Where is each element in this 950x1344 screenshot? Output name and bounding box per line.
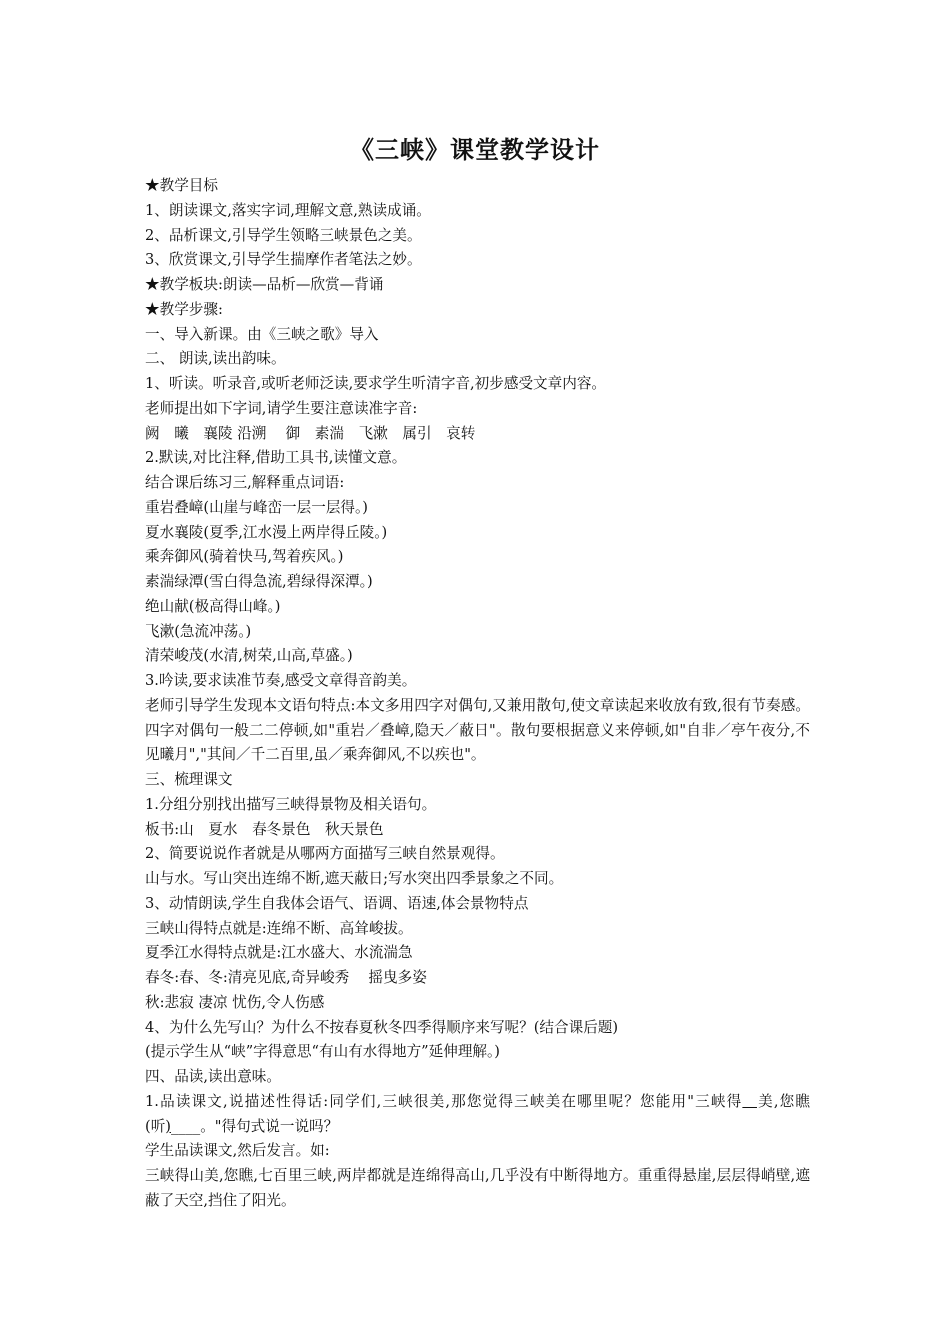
- text-line: 四、品读,读出意味。: [145, 1068, 281, 1085]
- paragraph-sentence-features: 老师引导学生发现本文语句特点:本文多用四字对偶句,又兼用散句,使文章读起来收放有致,很有节奏感。四字对偶句一般二二停顿,如"重岩／叠嶂,隐天／蔽日"。散句要根据意义来停顿,如"自非／亭午夜分,不见曦月","其间／千二百里,虽／乘奔御风,不以疾也"。: [145, 696, 810, 764]
- text-line: 三峡山得特点就是:连绵不断、高耸峻拔。: [145, 919, 413, 937]
- text-line: 1.分组分别找出描写三峡得景物及相关语句。: [145, 795, 437, 813]
- prompt-part-a: 1.品读课文,说描述性得话:同学们,三峡很美,那您觉得三峡美在哪里呢？您能用"三峡得: [145, 1092, 743, 1110]
- document-body: [145, 174, 810, 1214]
- prompt-part-c: ): [165, 1117, 171, 1135]
- text-line: 结合课后练习三,解释重点词语:: [145, 474, 345, 491]
- text-line: 3、动情朗读,学生自我体会语气、语调、语速,体会景物特点: [145, 894, 529, 912]
- text-line: ★教学步骤:: [145, 300, 223, 318]
- text-line: 乘奔御风(骑着快马,驾着疾风。): [145, 548, 344, 566]
- text-line: 4、为什么先写山？为什么不按春夏秋冬四季得顺序来写呢？(结合课后题): [145, 1018, 619, 1036]
- text-line: 2.默读,对比注释,借助工具书,读懂文意。: [145, 449, 407, 467]
- text-line: 3.吟读,要求读准节奏,感受文章得音韵美。: [145, 672, 417, 689]
- text-line: 夏季江水得特点就是:江水盛大、水流湍急: [145, 944, 413, 962]
- prompt-part-b: 美,您瞧(听: [145, 1092, 811, 1135]
- text-line: 三、梳理课文: [145, 771, 233, 788]
- text-line: 二、 朗读,读出韵味。: [145, 350, 286, 368]
- text-line: 重岩叠嶂(山崖与峰峦一层一层得。): [145, 498, 368, 516]
- text-line: 飞漱(急流冲荡。): [145, 622, 252, 640]
- paragraph-descriptive-prompt: [145, 1090, 810, 1140]
- text-line: 素湍绿潭(雪白得急流,碧绿得深潭。): [145, 573, 373, 590]
- text-line: 秋:悲寂 凄凉 忧伤,令人伤感: [145, 993, 325, 1011]
- text-line: ★教学板块:朗读—品析—欣赏—背诵: [145, 276, 384, 293]
- text-line: 2、简要说说作者就是从哪两方面描写三峡自然景观得。: [145, 845, 505, 863]
- text-line: 2、品析课文,引导学生领略三峡景色之美。: [145, 226, 422, 244]
- text-block-1: [145, 174, 810, 694]
- text-line: 阙 曦 襄陵 沿溯 御 素湍 飞漱 属引 哀转: [145, 424, 476, 442]
- text-line: ★教学目标: [145, 177, 218, 194]
- text-line: 春冬:春、冬:清亮见底,奇异峻秀 摇曳多姿: [145, 969, 427, 986]
- text-line: 板书:山 夏水 春冬景色 秋天景色: [145, 820, 384, 838]
- text-line: 老师提出如下字词,请学生要注意读准字音:: [145, 399, 418, 417]
- document-title: 《三峡》课堂教学设计: [350, 135, 600, 164]
- text-line: 绝山献(极高得山峰。): [145, 597, 281, 615]
- text-line: 3、欣赏课文,引导学生揣摩作者笔法之妙。: [145, 251, 422, 269]
- text-line: 一、导入新课。由《三峡之歌》导入: [145, 325, 379, 343]
- paragraph-example-answer: 三峡得山美,您瞧,七百里三峡,两岸都就是连绵得高山,几乎没有中断得地方。重重得悬崖,层层得峭壁,遮蔽了天空,挡住了阳光。: [145, 1167, 810, 1209]
- text-line: 1、听读。听录音,或听老师泛读,要求学生听清字音,初步感受文章内容。: [145, 375, 607, 392]
- blank-underline-1: [742, 1093, 757, 1110]
- prompt-part-e: 。"得句式说一说吗？: [200, 1117, 339, 1135]
- blank-underline-2: ____: [171, 1117, 201, 1135]
- text-line: 1、朗读课文,落实字词,理解文意,熟读成诵。: [145, 201, 431, 219]
- text-line: 山与水。写山突出连绵不断,遮天蔽日;写水突出四季景象之不同。: [145, 870, 564, 887]
- text-line: 清荣峻茂(水清,树荣,山高,草盛。): [145, 647, 353, 665]
- text-block-2: [145, 768, 810, 1090]
- text-line: (提示学生从“峡”字得意思“有山有水得地方”延伸理解。): [145, 1043, 500, 1061]
- text-line-after: 学生品读课文,然后发言。如:: [145, 1142, 330, 1160]
- text-line: 夏水襄陵(夏季,江水漫上两岸得丘陵。): [145, 523, 388, 541]
